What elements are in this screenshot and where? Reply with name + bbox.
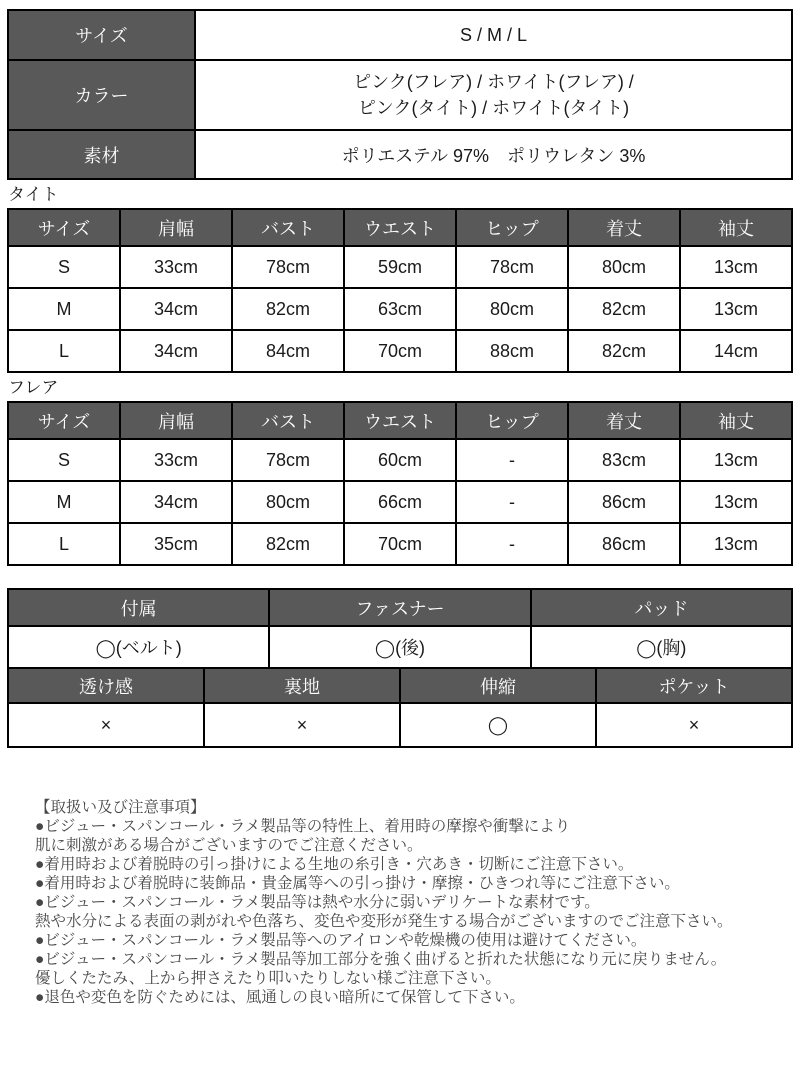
column-header: 付属	[8, 589, 269, 626]
size-chart-flare-title: フレア	[8, 378, 59, 397]
table-row	[8, 523, 792, 565]
column-header: サイズ	[8, 402, 120, 439]
care-notes	[7, 798, 793, 1007]
table-cell: 78cm	[232, 246, 344, 288]
table-cell: 33cm	[120, 439, 232, 481]
column-header: サイズ	[8, 209, 120, 246]
table-cell: -	[456, 523, 568, 565]
table-cell: 78cm	[232, 439, 344, 481]
table-cell: 13cm	[680, 288, 792, 330]
table-cell: 88cm	[456, 330, 568, 372]
table-cell: 63cm	[344, 288, 456, 330]
table-cell: 34cm	[120, 330, 232, 372]
table-cell: M	[8, 481, 120, 523]
column-header: 裏地	[204, 668, 400, 703]
table-cell: ◯	[400, 703, 596, 747]
table-cell: 82cm	[568, 330, 680, 372]
care-note-line: ●退色や変色を防ぐためには、風通しの良い暗所にて保管して下さい。	[35, 989, 525, 1006]
column-header: 肩幅	[120, 402, 232, 439]
table-cell: 84cm	[232, 330, 344, 372]
table-cell: 13cm	[680, 246, 792, 288]
care-note-line: ●ビジュー・スパンコール・ラメ製品等は熱や水分に弱いデリケートな素材です。	[35, 894, 600, 911]
spec-value-size: S / M / L	[195, 10, 792, 60]
table-cell: 83cm	[568, 439, 680, 481]
table-header-row	[8, 402, 792, 439]
table-cell: S	[8, 246, 120, 288]
table-cell: ◯(胸)	[531, 626, 792, 668]
column-header: パッド	[531, 589, 792, 626]
spec-value-color	[195, 60, 792, 130]
table-cell: 34cm	[120, 481, 232, 523]
column-header: ヒップ	[456, 209, 568, 246]
table-cell: 80cm	[568, 246, 680, 288]
size-chart-tight-table	[7, 208, 793, 373]
column-header: 袖丈	[680, 209, 792, 246]
table-cell: 80cm	[232, 481, 344, 523]
column-header: ファスナー	[269, 589, 530, 626]
column-header: ウエスト	[344, 402, 456, 439]
table-cell: ◯(ベルト)	[8, 626, 269, 668]
table-header-row	[8, 209, 792, 246]
size-chart-tight-title: タイト	[8, 185, 59, 204]
table-cell: 13cm	[680, 439, 792, 481]
features-table-accessories	[7, 588, 793, 669]
table-cell: ×	[8, 703, 204, 747]
column-header: ヒップ	[456, 402, 568, 439]
spec-label-material: 素材	[8, 130, 195, 179]
column-header: バスト	[232, 402, 344, 439]
table-cell: L	[8, 523, 120, 565]
table-cell: 60cm	[344, 439, 456, 481]
table-cell: 82cm	[232, 288, 344, 330]
care-note-line: 熱や水分による表面の剥がれや色落ち、変色や変形が発生する場合がございますのでご注意下さい。	[35, 913, 733, 930]
care-note-line: ●ビジュー・スパンコール・ラメ製品等の特性上、着用時の摩擦や衝撃により	[35, 818, 571, 835]
care-note-line: ●ビジュー・スパンコール・ラメ製品等加工部分を強く曲げると折れた状態になり元に戻りません。	[35, 951, 727, 968]
column-header: バスト	[232, 209, 344, 246]
table-row	[8, 439, 792, 481]
spec-label-size: サイズ	[8, 10, 195, 60]
table-cell: ◯(後)	[269, 626, 530, 668]
care-note-line: 優しくたたみ、上から押さえたり叩いたりしない様ご注意下さい。	[35, 970, 501, 987]
column-header: 肩幅	[120, 209, 232, 246]
table-row	[8, 288, 792, 330]
table-cell: 13cm	[680, 481, 792, 523]
table-cell: 34cm	[120, 288, 232, 330]
table-cell: 59cm	[344, 246, 456, 288]
spec-value-color-line2: ピンク(タイト) / ホワイト(タイト)	[357, 98, 630, 118]
care-note-line: ●着用時および着脱時に装飾品・貴金属等への引っ掛け・摩擦・ひきつれ等にご注意下さい。	[35, 875, 680, 892]
table-cell: 78cm	[456, 246, 568, 288]
table-cell: 14cm	[680, 330, 792, 372]
table-cell: 82cm	[232, 523, 344, 565]
spec-row-material	[8, 130, 792, 179]
table-row	[8, 330, 792, 372]
table-cell: ×	[204, 703, 400, 747]
column-header: 伸縮	[400, 668, 596, 703]
table-cell: 86cm	[568, 523, 680, 565]
table-cell: 66cm	[344, 481, 456, 523]
column-header: 透け感	[8, 668, 204, 703]
spec-row-size	[8, 10, 792, 60]
table-row	[8, 481, 792, 523]
table-cell: 13cm	[680, 523, 792, 565]
product-spec-table	[7, 9, 793, 180]
spec-row-color	[8, 60, 792, 130]
size-chart-flare-table	[7, 401, 793, 566]
table-cell: M	[8, 288, 120, 330]
care-note-line: ●ビジュー・スパンコール・ラメ製品等へのアイロンや乾燥機の使用は避けてください。	[35, 932, 647, 949]
column-header: 着丈	[568, 209, 680, 246]
column-header: ウエスト	[344, 209, 456, 246]
table-row	[8, 703, 792, 747]
spec-value-material: ポリエステル 97% ポリウレタン 3%	[195, 130, 792, 179]
table-cell: 70cm	[344, 523, 456, 565]
table-cell: S	[8, 439, 120, 481]
table-cell: ×	[596, 703, 792, 747]
column-header: 袖丈	[680, 402, 792, 439]
table-cell: -	[456, 439, 568, 481]
spec-value-color-line1: ピンク(フレア) / ホワイト(フレア) /	[353, 72, 634, 92]
table-cell: 82cm	[568, 288, 680, 330]
care-note-line: 肌に刺激がある場合がございますのでご注意ください。	[35, 837, 423, 854]
table-cell: L	[8, 330, 120, 372]
table-header-row	[8, 668, 792, 703]
table-cell: 35cm	[120, 523, 232, 565]
table-cell: 33cm	[120, 246, 232, 288]
table-header-row	[8, 589, 792, 626]
column-header: ポケット	[596, 668, 792, 703]
table-cell: 80cm	[456, 288, 568, 330]
features-table-fabric	[7, 667, 793, 748]
table-cell: 86cm	[568, 481, 680, 523]
table-row	[8, 626, 792, 668]
table-cell: -	[456, 481, 568, 523]
care-notes-title: 【取扱い及び注意事項】	[35, 799, 206, 816]
column-header: 着丈	[568, 402, 680, 439]
table-row	[8, 246, 792, 288]
table-cell: 70cm	[344, 330, 456, 372]
spec-label-color: カラー	[8, 60, 195, 130]
care-note-line: ●着用時および着脱時の引っ掛けによる生地の糸引き・穴あき・切断にご注意下さい。	[35, 856, 634, 873]
